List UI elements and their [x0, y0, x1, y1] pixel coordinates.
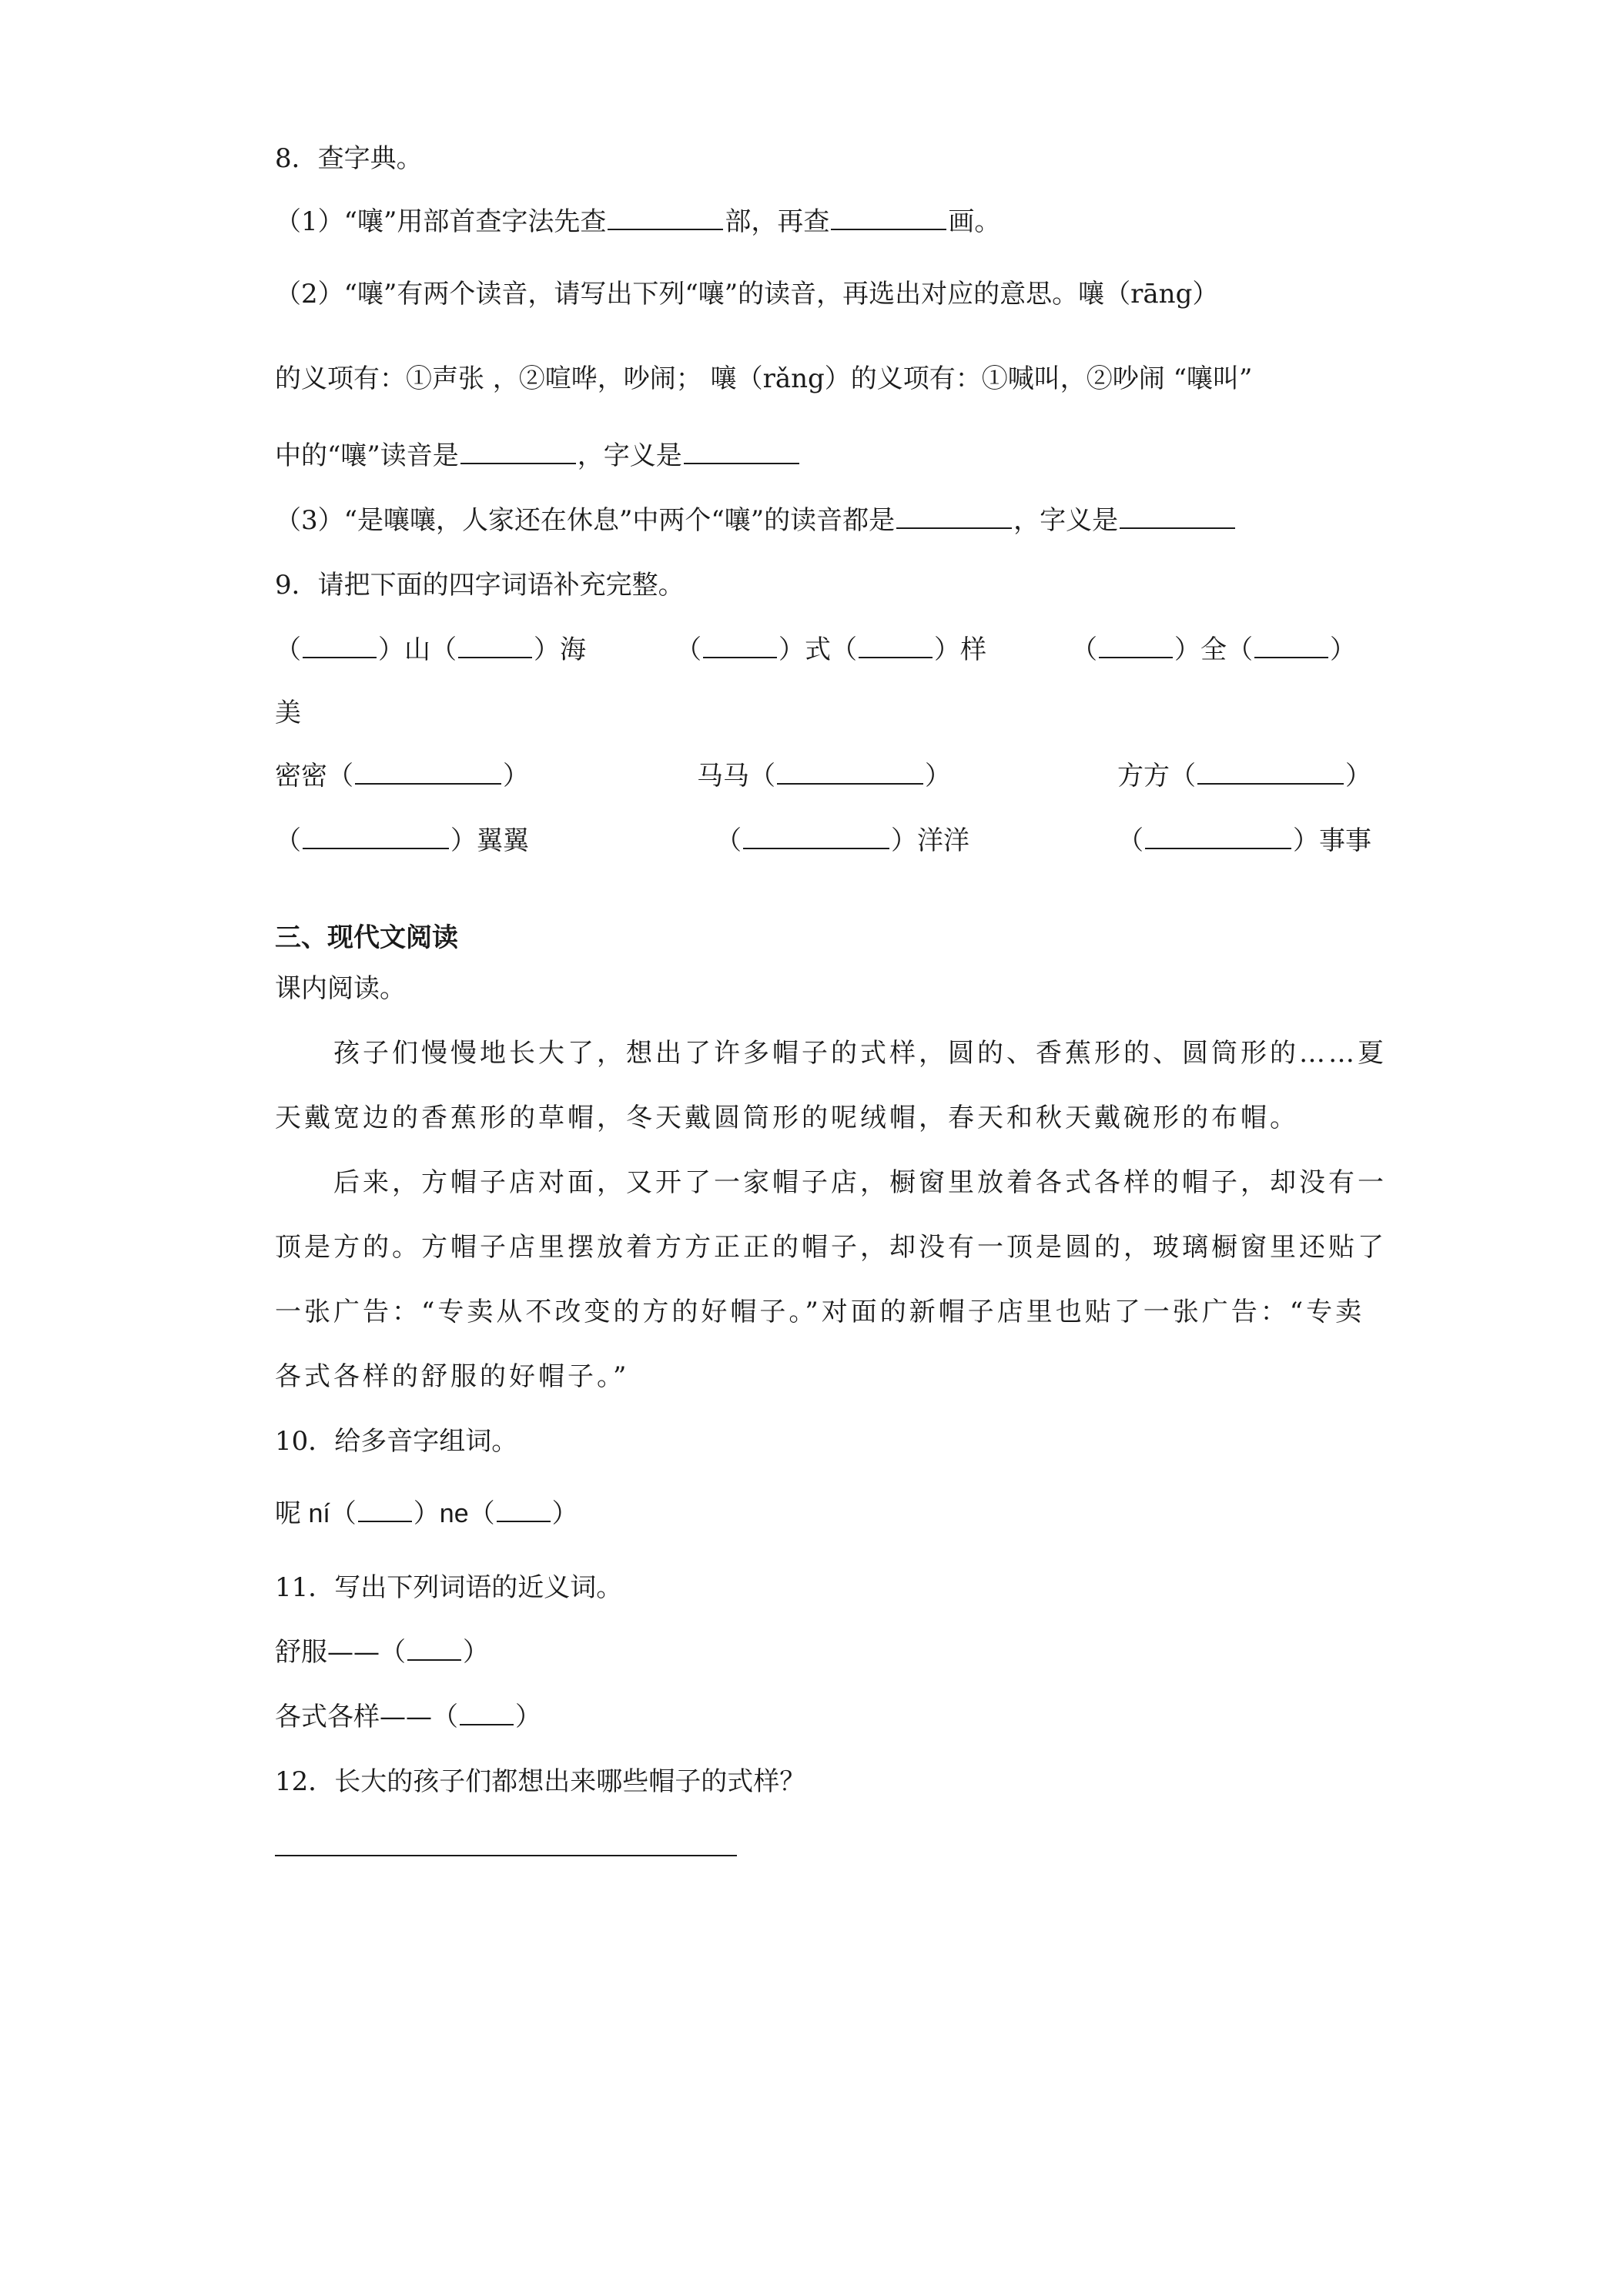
answer-blank[interactable] [1099, 634, 1173, 658]
answer-blank[interactable] [358, 1498, 412, 1522]
q8-part3: （3）“是嚷嚷，人家还在休息”中两个“嚷”的读音都是 ，字义是 [275, 504, 1361, 537]
answer-blank[interactable] [896, 504, 1012, 529]
reading-paragraph-2-cont: 各式各样的舒服的好帽子。” [275, 1361, 630, 1392]
section-intro: 课内阅读。 [275, 973, 406, 1004]
idiom-blank-item: （ ）山（ ）海 [275, 634, 586, 665]
q9-row1-wrap: 美 [275, 698, 301, 728]
section-heading: 三、现代文阅读 [275, 922, 458, 953]
answer-blank[interactable] [460, 1701, 514, 1725]
q11-item-1: 舒服——（ ） [275, 1637, 489, 1668]
answer-blank[interactable] [1120, 504, 1235, 529]
answer-blank[interactable] [608, 206, 723, 230]
q9-title: 9．请把下面的四字词语补充完整。 [275, 570, 685, 601]
idiom-blank-item: 密密（ ） [275, 761, 529, 792]
answer-blank[interactable] [1254, 634, 1328, 658]
idiom-blank-item: 方方（ ） [1117, 761, 1371, 792]
answer-blank[interactable] [1197, 760, 1344, 785]
answer-blank[interactable] [859, 634, 933, 658]
reading-paragraph-2-cont: 一张广告：“专卖从不改变的方的好帽子。”对面的新帽子店里也贴了一张广告：“专卖 [275, 1297, 1365, 1327]
answer-blank[interactable] [355, 760, 501, 785]
answer-blank[interactable] [303, 634, 377, 658]
q10-title: 10．给多音字组词。 [275, 1426, 518, 1457]
idiom-blank-item: （ ）洋洋 [715, 825, 969, 856]
idiom-blank-item: 马马（ ） [697, 761, 951, 792]
answer-blank[interactable] [460, 440, 576, 464]
answer-blank[interactable] [743, 825, 889, 849]
idiom-blank-item: （ ）翼翼 [275, 825, 529, 856]
idiom-blank-item: （ ）全（ ） [1071, 634, 1356, 665]
reading-paragraph-1-cont: 天戴宽边的香蕉形的草帽，冬天戴圆筒形的呢绒帽，春天和秋天戴碗形的布帽。 [275, 1103, 1299, 1133]
answer-blank[interactable] [303, 825, 449, 849]
q8-part2-line2: 的义项有：①声张 ，②喧哗，吵闹； 嚷（rǎng）的义项有：①喊叫，②吵闹 “嚷叫” [275, 363, 1253, 394]
answer-blank[interactable] [407, 1636, 461, 1661]
q8-title: 8．查字典。 [275, 143, 423, 174]
idiom-blank-item: （ ）式（ ）样 [675, 634, 986, 665]
q8-part2-line1: （2）“嚷”有两个读音，请写出下列“嚷”的读音，再选出对应的意思。嚷（rāng） [275, 279, 1219, 310]
answer-blank[interactable] [777, 760, 923, 785]
reading-paragraph-1: 孩子们慢慢地长大了，想出了许多帽子的式样，圆的、香蕉形的、圆筒形的……夏 [333, 1038, 1387, 1069]
reading-paragraph-2-cont: 顶是方的。方帽子店里摆放着方方正正的帽子，却没有一顶是圆的，玻璃橱窗里还贴了 [275, 1232, 1387, 1263]
q8-part1: （1）“嚷”用部首查字法先查 部，再查 画。 [275, 206, 1001, 237]
q8-part2-line3: 中的“嚷”读音是 ，字义是 [275, 439, 1361, 473]
reading-paragraph-2: 后来，方帽子店对面，又开了一家帽子店，橱窗里放着各式各样的帽子，却没有一 [333, 1167, 1387, 1198]
q11-title: 11．写出下列词语的近义词。 [275, 1572, 623, 1603]
q12-answer-line [275, 1831, 1361, 1865]
answer-blank[interactable] [831, 206, 946, 230]
q12-title: 12．长大的孩子们都想出来哪些帽子的式样？ [275, 1766, 806, 1797]
answer-blank[interactable] [458, 634, 532, 658]
answer-blank[interactable] [275, 1832, 737, 1856]
answer-blank[interactable] [1145, 825, 1291, 849]
q11-item-2: 各式各样——（ ） [275, 1702, 541, 1732]
answer-blank[interactable] [684, 440, 799, 464]
q10-item: 呢 ní（ ）ne（ ） [275, 1498, 578, 1529]
answer-blank[interactable] [497, 1498, 551, 1522]
idiom-blank-item: （ ）事事 [1117, 825, 1371, 856]
answer-blank[interactable] [703, 634, 777, 658]
